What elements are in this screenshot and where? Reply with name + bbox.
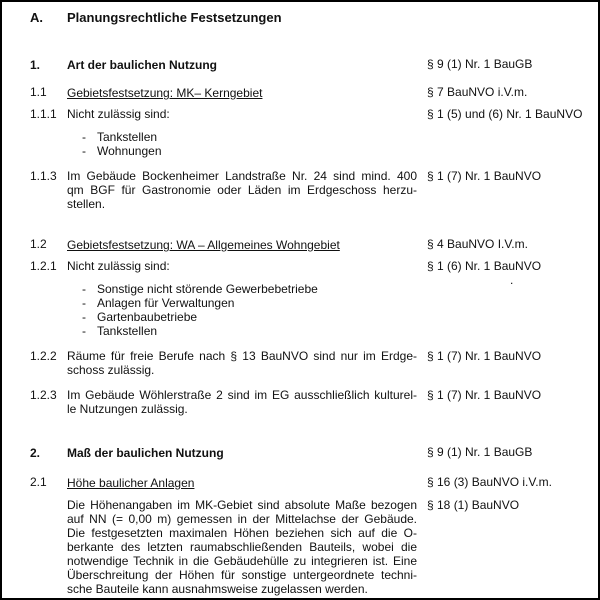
bullet-list [67,130,417,158]
section-heading: Gebietsfestsetzung: MK– Kerngebiet [67,86,263,100]
section-number: 1.2 [30,237,47,251]
section-body [67,388,417,416]
bullet-item [67,144,417,158]
body-line: notwendige Technik in die Gebäudehülle zu integrieren ist. Eine [67,554,417,568]
doc-title-row [30,10,588,26]
body-line: qm BGF für Gastronomie oder Läden im Erdgeschoss herzu- [67,183,417,197]
section-row-1-1 [30,85,588,101]
section-number: 1. [30,58,41,72]
section-body [67,349,417,377]
bullet-dash: - [82,324,86,338]
body-line: auf NN (= 0,00 m) gemessen in der Mittelachse der Gebäude. [67,512,417,526]
bullet-item-text: Tankstellen [97,324,158,338]
bullet-dash: - [82,282,86,296]
legal-ref: § 9 (1) Nr. 1 BauGB [427,445,533,459]
section-row-1-2-3 [30,388,588,416]
section-body: Nicht zulässig sind: [67,259,170,273]
bullet-item [67,282,417,296]
section-heading: Maß der baulichen Nutzung [67,446,224,460]
body-line: Die festgesetzten maximalen Höhen beziehen sich auf die O- [67,526,417,540]
section-heading: Höhe baulicher Anlagen [67,476,195,490]
bullet-dash: - [82,144,86,158]
bullet-dash: - [82,310,86,324]
body-line: Die Höhenangaben im MK-Gebiet sind absolute Maße bezogen [67,498,417,512]
bullet-list-row [30,282,588,338]
bullet-item-text: Sonstige nicht störende Gewerbebetriebe [97,282,318,296]
body-line: Im Gebäude Wöhlerstraße 2 sind im EG ausschließlich kulturel- [67,388,417,402]
legal-ref: § 1 (7) Nr. 1 BauNVO [427,169,542,183]
bullet-item [67,324,417,338]
section-number: 2.1 [30,475,47,489]
bullet-dash: - [82,296,86,310]
section-number: 2. [30,446,41,460]
legal-ref: § 7 BauNVO i.V.m. [427,85,528,99]
bullet-list-row [30,130,588,158]
section-row-1 [30,57,588,73]
bullet-item-text: Wohnungen [97,144,162,158]
legal-ref: § 1 (7) Nr. 1 BauNVO [427,349,542,363]
legal-ref: § 9 (1) Nr. 1 BauGB [427,57,533,71]
section-row-2-1 [30,475,588,491]
legal-ref: § 1 (6) Nr. 1 BauNVO [427,259,542,273]
scan-artifact-dot: . [510,273,514,287]
bullet-list [67,282,417,338]
bullet-item [67,310,417,324]
section-body [67,169,417,211]
section-row-2 [30,445,588,461]
section-row-1-1-3 [30,169,588,211]
bullet-dash: - [82,130,86,144]
section-row-1-2-1 [30,259,588,273]
section-row-2-1-body [30,498,588,596]
section-body: Nicht zulässig sind: [67,107,170,121]
body-line: stellen. [67,197,106,211]
legal-ref: § 1 (5) und (6) Nr. 1 BauNVO [427,107,583,121]
section-row-1-2-2 [30,349,588,377]
section-row-1-2 [30,237,588,253]
bullet-item [67,296,417,310]
section-body [67,498,417,596]
body-line: schoss zulässig. [67,363,155,377]
section-number: 1.1.1 [30,107,57,121]
bullet-item-text: Gartenbaubetriebe [97,310,198,324]
section-heading: Art der baulichen Nutzung [67,58,217,72]
section-heading: Gebietsfestsetzung: WA – Allgemeines Wohngebiet [67,238,340,252]
bullet-item-text: Tankstellen [97,130,158,144]
section-number: 1.2.1 [30,259,57,273]
legal-ref: § 1 (7) Nr. 1 BauNVO [427,388,542,402]
legal-ref: § 18 (1) BauNVO [427,498,520,512]
legal-ref: § 16 (3) BauNVO i.V.m. [427,475,552,489]
section-number: 1.2.3 [30,388,57,402]
section-number: 1.1 [30,85,47,99]
doc-title: Planungsrechtliche Festsetzungen [67,10,282,25]
body-line: sche Bauteile kann ausnahmsweise zugelassen werden. [67,582,368,596]
section-number: 1.1.3 [30,169,57,183]
section-number: 1.2.2 [30,349,57,363]
bullet-item-text: Anlagen für Verwaltungen [97,296,235,310]
body-line: Im Gebäude Bockenheimer Landstraße Nr. 24 sind mind. 400 [67,169,417,183]
body-line: berkante des letzten raumabschließenden Bauteils, wobei die [67,540,417,554]
body-line: Räume für freie Berufe nach § 13 BauNVO sind nur im Erdge- [67,349,417,363]
section-row-1-1-1 [30,107,588,121]
body-line: Überschreitung der Höhen für sonstige untergeordnete techni- [67,568,417,582]
legal-ref: § 4 BauNVO I.V.m. [427,237,528,251]
body-line: le Nutzungen zulässig. [67,402,188,416]
doc-title-number: A. [30,10,43,25]
bullet-item [67,130,417,144]
